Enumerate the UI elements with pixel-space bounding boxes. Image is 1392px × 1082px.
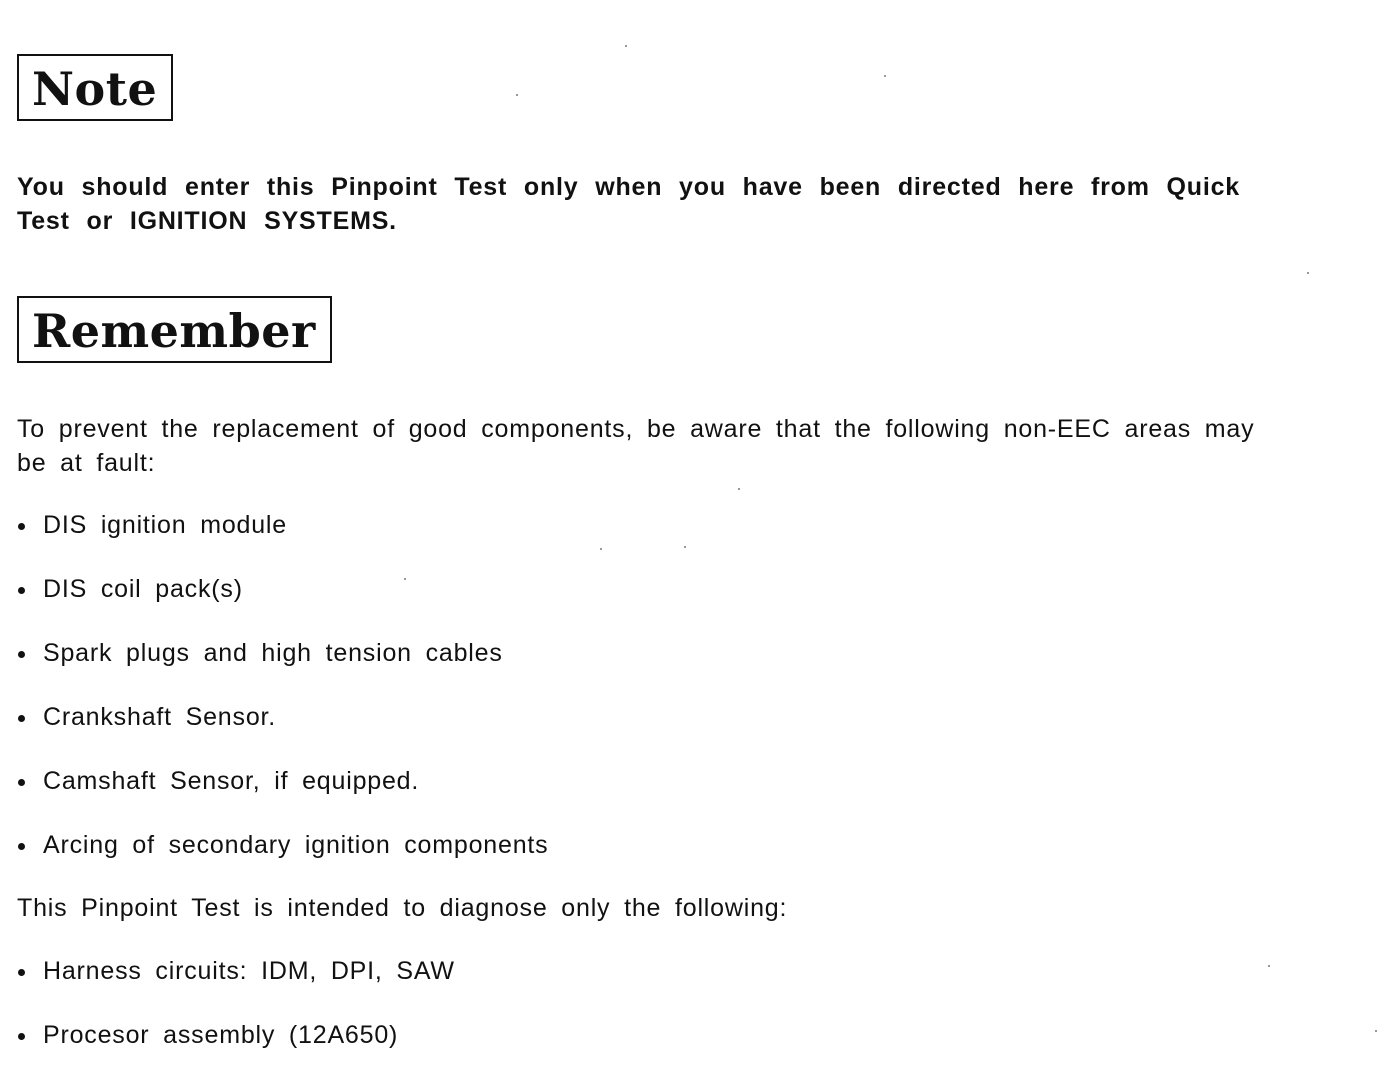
scan-speck bbox=[1375, 1030, 1377, 1032]
scan-speck bbox=[738, 488, 740, 490]
list-item: DIS ignition module bbox=[17, 508, 548, 572]
list-item: DIS coil pack(s) bbox=[17, 572, 548, 636]
bullet-icon bbox=[18, 779, 25, 786]
bullet-icon bbox=[18, 587, 25, 594]
bullet-icon bbox=[18, 523, 25, 530]
scan-speck bbox=[625, 45, 627, 47]
remember-heading: Remember bbox=[17, 296, 332, 363]
bullet-icon bbox=[18, 651, 25, 658]
scan-speck bbox=[884, 75, 886, 77]
bullet-icon bbox=[18, 715, 25, 722]
note-text: You should enter this Pinpoint Test only when you have been directed here from Quick Test or IGNITION SYSTEMS. bbox=[17, 173, 1240, 235]
bullet-icon bbox=[18, 843, 25, 850]
list-item: Harness circuits: IDM, DPI, SAW bbox=[17, 954, 455, 1018]
bullet-icon bbox=[18, 969, 25, 976]
fault-areas-list bbox=[17, 508, 548, 892]
list-item: Camshaft Sensor, if equipped. bbox=[17, 764, 548, 828]
list-item: Crankshaft Sensor. bbox=[17, 700, 548, 764]
scan-speck bbox=[1307, 272, 1309, 274]
list-item: Arcing of secondary ignition components bbox=[17, 828, 548, 892]
bullet-icon bbox=[18, 1033, 25, 1040]
note-heading: Note bbox=[17, 54, 173, 121]
diagnose-intro-text: This Pinpoint Test is intended to diagnose only the following: bbox=[17, 894, 788, 922]
remember-text: To prevent the replacement of good components, be aware that the following non-EEC areas may be at fault: bbox=[17, 415, 1255, 477]
scan-speck bbox=[404, 578, 406, 580]
diagnose-list bbox=[17, 954, 455, 1082]
scan-speck bbox=[684, 546, 686, 548]
scan-speck bbox=[1268, 965, 1270, 967]
list-item: Spark plugs and high tension cables bbox=[17, 636, 548, 700]
scan-speck bbox=[516, 94, 518, 96]
list-item: Procesor assembly (12A650) bbox=[17, 1018, 455, 1082]
scan-speck bbox=[600, 548, 602, 550]
